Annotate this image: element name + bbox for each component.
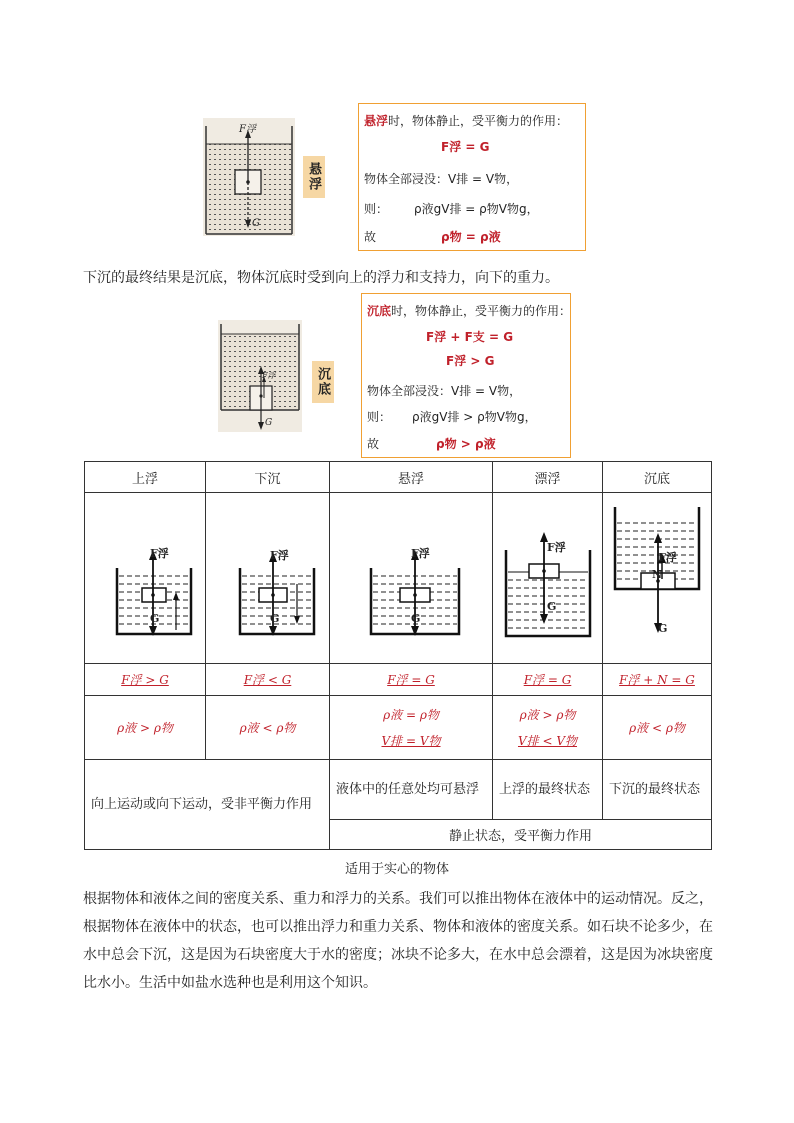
suspend-note-formula1: F浮 = G: [441, 140, 490, 154]
header-suspend: 悬浮: [330, 462, 493, 493]
force-rise: F浮 > G: [121, 673, 169, 687]
bottom-note-prefix6: 故: [367, 437, 380, 451]
force-float: F浮 = G: [523, 673, 572, 687]
volume-float: V排 < V物: [517, 733, 578, 748]
density-sink: ρ液 < ρ物: [239, 720, 296, 735]
intro-sink-text: 下沉的最终结果是沉底，物体沉底时受到向上的浮力和支持力，向下的重力。: [83, 270, 559, 286]
bottom-note-box: [361, 293, 571, 458]
bottom-note-formula2: F浮 > G: [446, 354, 495, 368]
suspend-note-line3: 物体全部浸没：V排 = V物，: [364, 172, 519, 186]
diagram-sink-cell: [206, 493, 330, 664]
bottom-note-line4: 物体全部浸没：V排 = V物，: [367, 384, 522, 398]
suspend-table-f-label: F浮: [411, 547, 430, 560]
rise-g-label: G: [150, 612, 160, 625]
force-bottom: F浮 + N = G: [619, 673, 695, 687]
suspend-note-prefix4: 则：: [364, 202, 389, 216]
comparison-table: [84, 461, 712, 850]
header-rise: 上浮: [85, 462, 206, 493]
suspend-state: 液体中的任意处均可悬浮: [330, 760, 493, 820]
suspend-figure: [203, 118, 295, 236]
table-caption: 适用于实心的物体: [344, 862, 449, 877]
force-row: [85, 664, 712, 696]
bottom-figure: [218, 320, 302, 432]
volume-suspend: V排 = V物: [381, 733, 441, 748]
header-bottom: 沉底: [603, 462, 712, 493]
header-float: 漂浮: [493, 462, 603, 493]
table-header-row: [85, 462, 712, 493]
diagram-float-cell: [493, 493, 603, 664]
suspend-note-keyword: 悬浮: [364, 114, 389, 128]
bottom-g-label: G: [265, 418, 273, 428]
diagram-rise-cell: [85, 493, 206, 664]
float-state: 上浮的最终状态: [493, 760, 603, 820]
bottom-note-formula5: ρ液gV排 > ρ物V物g，: [412, 410, 537, 424]
sink-f-label: F浮: [270, 549, 289, 562]
suspend-g-label: G: [252, 218, 260, 229]
force-sink: F浮 < G: [243, 673, 292, 687]
bottom-state: 下沉的最终状态: [603, 760, 712, 820]
motion-text: 向上运动或向下运动，受非平衡力作用: [85, 760, 330, 850]
summary-paragraph: 根据物体和液体之间的密度关系、重力和浮力的关系。我们可以推出物体在液体中的运动情况。反之，根据物体在液体中的状态，也可以推出浮力和重力关系、物体和液体的密度关系。如石块不论多少，在水中总会下沉，这是因为石块密度大于水的密度；冰块不论多大，在水中总会漂着，这是因为冰块密度比水小。生活中如盐水选种也是利用这个知识。: [83, 891, 713, 991]
state-row: [85, 760, 712, 820]
density-bottom: ρ液 < ρ物: [629, 720, 685, 735]
suspend-note-line1: 时，物体静止，受平衡力的作用：: [388, 114, 569, 128]
diagram-float: [495, 506, 601, 646]
suspend-table-g-label: G: [411, 612, 421, 625]
suspend-f-label: F浮: [239, 124, 256, 135]
bottom-table-g-label: G: [658, 622, 668, 635]
float-g-label: G: [547, 600, 557, 613]
suspend-note-formula4: ρ液gV排 = ρ物V物g，: [414, 202, 539, 216]
diagram-suspend-cell: [330, 493, 493, 664]
force-suspend: F浮 = G: [387, 673, 435, 687]
static-text: 静止状态，受平衡力作用: [330, 820, 712, 850]
bottom-note-prefix5: 则：: [367, 410, 392, 424]
table-diagram-row: [85, 493, 712, 664]
bottom-table-n-label: N: [652, 568, 663, 581]
density-row: [85, 696, 712, 760]
bottom-note-formula6: ρ物 > ρ液: [436, 437, 496, 451]
density-float: ρ液 > ρ物: [519, 707, 576, 722]
float-f-label: F浮: [547, 541, 566, 554]
bottom-side-label: 沉底: [312, 361, 334, 403]
suspend-note-prefix5: 故: [364, 230, 377, 244]
density-rise: ρ液 > ρ物: [117, 720, 173, 735]
bottom-f-label: F浮: [262, 371, 276, 380]
header-sink: 下沉: [206, 462, 330, 493]
bottom-note-formula1: F浮 + F支 = G: [426, 330, 514, 344]
density-suspend: ρ液 = ρ物: [383, 707, 439, 722]
diagram-suspend: [346, 506, 476, 646]
bottom-table-f-label: F浮: [658, 551, 677, 564]
suspend-note-box: [358, 103, 586, 251]
rise-f-label: F浮: [150, 547, 169, 560]
bottom-note-keyword: 沉底: [367, 304, 392, 318]
diagram-sink: [213, 506, 323, 646]
suspend-note-formula5: ρ物 = ρ液: [441, 230, 501, 244]
sink-g-label: G: [270, 612, 280, 625]
diagram-rise: [90, 506, 200, 646]
suspend-side-label: 悬浮: [303, 156, 325, 198]
bottom-note-line1: 时，物体静止，受平衡力的作用：: [391, 304, 572, 318]
